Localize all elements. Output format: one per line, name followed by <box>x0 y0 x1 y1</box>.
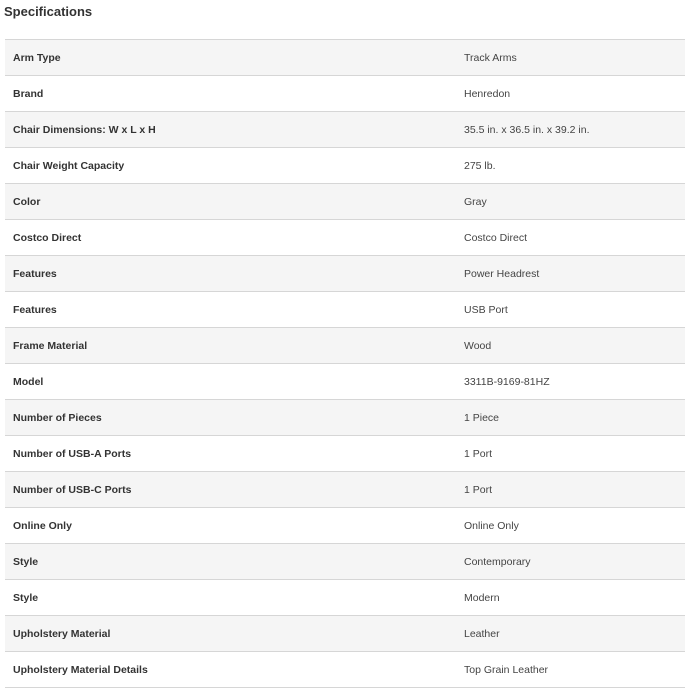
spec-row-frame-material <box>5 328 685 364</box>
spec-label: Number of USB-A Ports <box>13 447 132 460</box>
spec-label: Number of Pieces <box>13 411 102 424</box>
spec-row-color <box>5 184 685 220</box>
spec-label: Chair Weight Capacity <box>13 159 125 172</box>
spec-row-style-contemporary <box>5 544 685 580</box>
spec-label: Features <box>13 303 57 316</box>
spec-value: Contemporary <box>464 555 531 568</box>
spec-value: 1 Port <box>464 483 493 496</box>
spec-label: Online Only <box>13 519 72 532</box>
spec-value: 1 Piece <box>464 411 500 424</box>
spec-label: Upholstery Material Details <box>13 663 148 676</box>
spec-value: Track Arms <box>464 51 517 64</box>
spec-value: Power Headrest <box>464 267 540 280</box>
spec-label: Chair Dimensions: W x L x H <box>13 123 156 136</box>
spec-label: Model <box>13 375 44 388</box>
spec-value: 275 lb. <box>464 159 496 172</box>
spec-label: Features <box>13 267 57 280</box>
spec-row-online-only <box>5 508 685 544</box>
spec-label: Style <box>13 591 39 604</box>
spec-row-model <box>5 364 685 400</box>
spec-value: Leather <box>464 627 500 640</box>
spec-value: Modern <box>464 591 500 604</box>
spec-row-brand <box>5 76 685 112</box>
spec-label: Style <box>13 555 39 568</box>
spec-label: Number of USB-C Ports <box>13 483 132 496</box>
spec-value: Gray <box>464 195 487 208</box>
spec-value: USB Port <box>464 303 508 316</box>
spec-value: Wood <box>464 339 492 352</box>
spec-value: 35.5 in. x 36.5 in. x 39.2 in. <box>464 123 590 136</box>
spec-value: Top Grain Leather <box>464 663 549 676</box>
spec-value: Online Only <box>464 519 519 532</box>
specifications-heading: Specifications <box>4 4 93 19</box>
spec-row-features-headrest <box>5 256 685 292</box>
spec-row-arm-type <box>5 40 685 76</box>
spec-label: Upholstery Material <box>13 627 111 640</box>
spec-row-usb-a-ports <box>5 436 685 472</box>
spec-value: 3311B-9169-81HZ <box>464 375 550 388</box>
spec-row-usb-c-ports <box>5 472 685 508</box>
spec-label: Costco Direct <box>13 231 82 244</box>
spec-row-upholstery-material-details <box>5 652 685 688</box>
spec-label: Frame Material <box>13 339 88 352</box>
spec-row-number-of-pieces <box>5 400 685 436</box>
spec-row-features-usb <box>5 292 685 328</box>
spec-row-chair-dimensions <box>5 112 685 148</box>
spec-label: Arm Type <box>13 51 61 64</box>
spec-label: Color <box>13 195 41 208</box>
spec-row-style-modern <box>5 580 685 616</box>
spec-value: 1 Port <box>464 447 493 460</box>
spec-row-costco-direct <box>5 220 685 256</box>
spec-value: Henredon <box>464 87 511 100</box>
spec-row-chair-weight-capacity <box>5 148 685 184</box>
spec-value: Costco Direct <box>464 231 528 244</box>
spec-row-upholstery-material <box>5 616 685 652</box>
specifications-table <box>5 39 685 688</box>
spec-label: Brand <box>13 87 44 100</box>
